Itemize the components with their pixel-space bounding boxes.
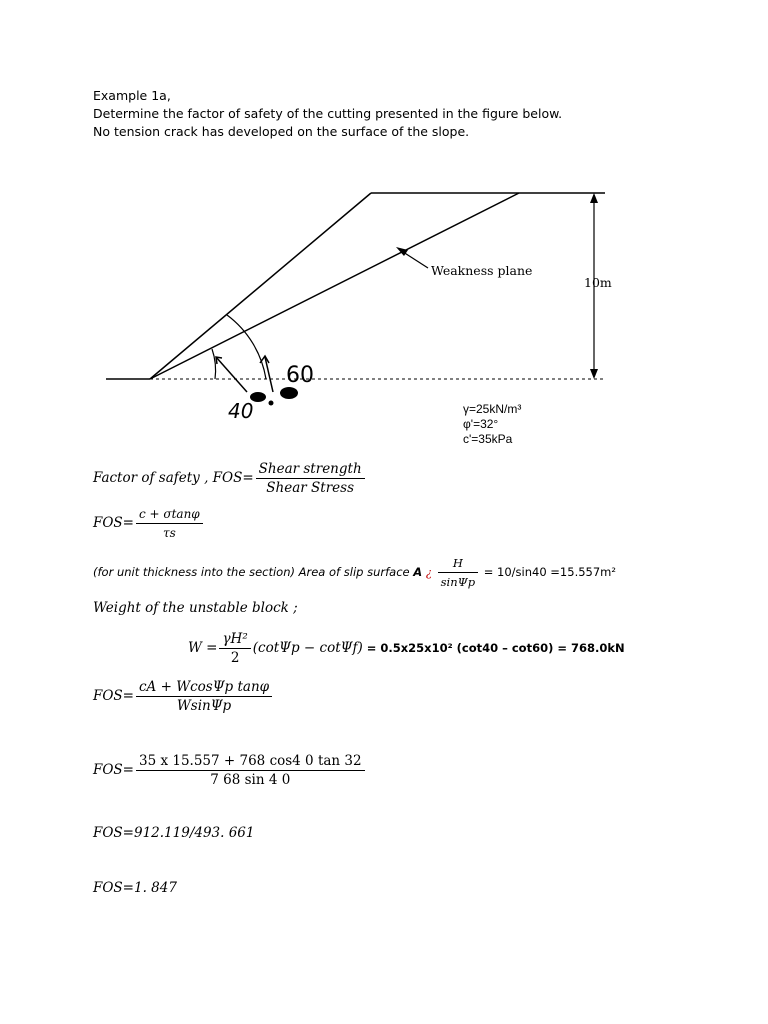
eq6-lhs: FOS= [93,762,134,778]
slope-diagram [0,0,768,460]
eq2-lhs: FOS= [93,515,134,531]
area-intro: (for unit thickness into the section) Area of slip surface [93,565,414,579]
fos-result: FOS=1. 847 [93,880,177,896]
fos-denominator: Shear Stress [266,480,354,496]
handwritten-angle-60: 60 [286,363,314,388]
unit-weight: γ=25kN/m³ [463,402,522,416]
eq6-fraction [136,752,365,789]
weakness-plane [150,193,519,379]
fos-fraction [256,460,365,497]
eq5-fraction [136,678,272,715]
height-label: 10m [584,275,612,290]
eq5-denominator: WsinΨp [176,698,232,714]
height-arrow-top [590,193,598,203]
problem-line-1: Determine the factor of safety of the cutting presented in the figure below. [93,106,563,121]
w-denominator: 2 [230,650,240,666]
area-line [93,554,616,591]
cohesion: c'=35kPa [463,432,513,446]
weakness-plane-label: Weakness plane [431,263,533,278]
fos-definition [93,460,367,497]
slope-face [150,193,371,379]
area-symbol: A [413,565,423,579]
w-result: = 0.5x25x10² (cot40 – cot60) = 768.0kN [362,641,625,655]
angle-arc-60 [227,315,266,379]
fos-substitution [93,752,367,789]
handwritten-angle-40: 40 [228,399,254,423]
w-lhs: W = [188,640,218,656]
eq2-fraction [136,505,203,542]
w-expression: (cotΨp − cotΨf) [252,640,363,656]
area-error-glyph: ¿ [425,565,432,579]
weight-equation [188,630,625,667]
problem-line-2: No tension crack has developed on the surface of the slope. [93,124,470,139]
height-arrow-bottom [590,369,598,379]
angle-pointer-40 [216,357,247,392]
area-fraction [438,554,478,591]
friction-angle: φ'=32° [463,417,499,431]
angle-arc-40 [212,349,216,379]
eq6-numerator: 35 x 15.557 + 768 cos4 0 tan 32 [136,752,365,771]
eq2-denominator: τs [162,526,176,540]
w-numerator: γH² [219,630,250,649]
fos-general-equation [93,505,205,542]
fos-planar-equation [93,678,274,715]
eq6-denominator: 7 68 sin 4 0 [210,772,291,788]
example-title: Example 1a, [93,88,171,103]
weight-heading: Weight of the unstable block ; [93,600,298,616]
eq5-lhs: FOS= [93,688,134,704]
eq2-numerator: c + σtanφ [136,505,203,524]
degree-mark [269,401,274,406]
fos-division: FOS=912.119/493. 661 [93,825,255,841]
area-numerator: H [438,554,478,573]
area-denominator: sinΨp [440,575,476,589]
handwritten-mark [280,387,298,399]
fos-numerator: Shear strength [256,460,365,479]
fos-lhs: Factor of safety , FOS= [93,470,254,486]
area-result: = 10/sin40 =15.557m² [480,565,616,579]
eq5-numerator: cA + WcosΨp tanφ [136,678,272,697]
w-fraction [219,630,250,667]
